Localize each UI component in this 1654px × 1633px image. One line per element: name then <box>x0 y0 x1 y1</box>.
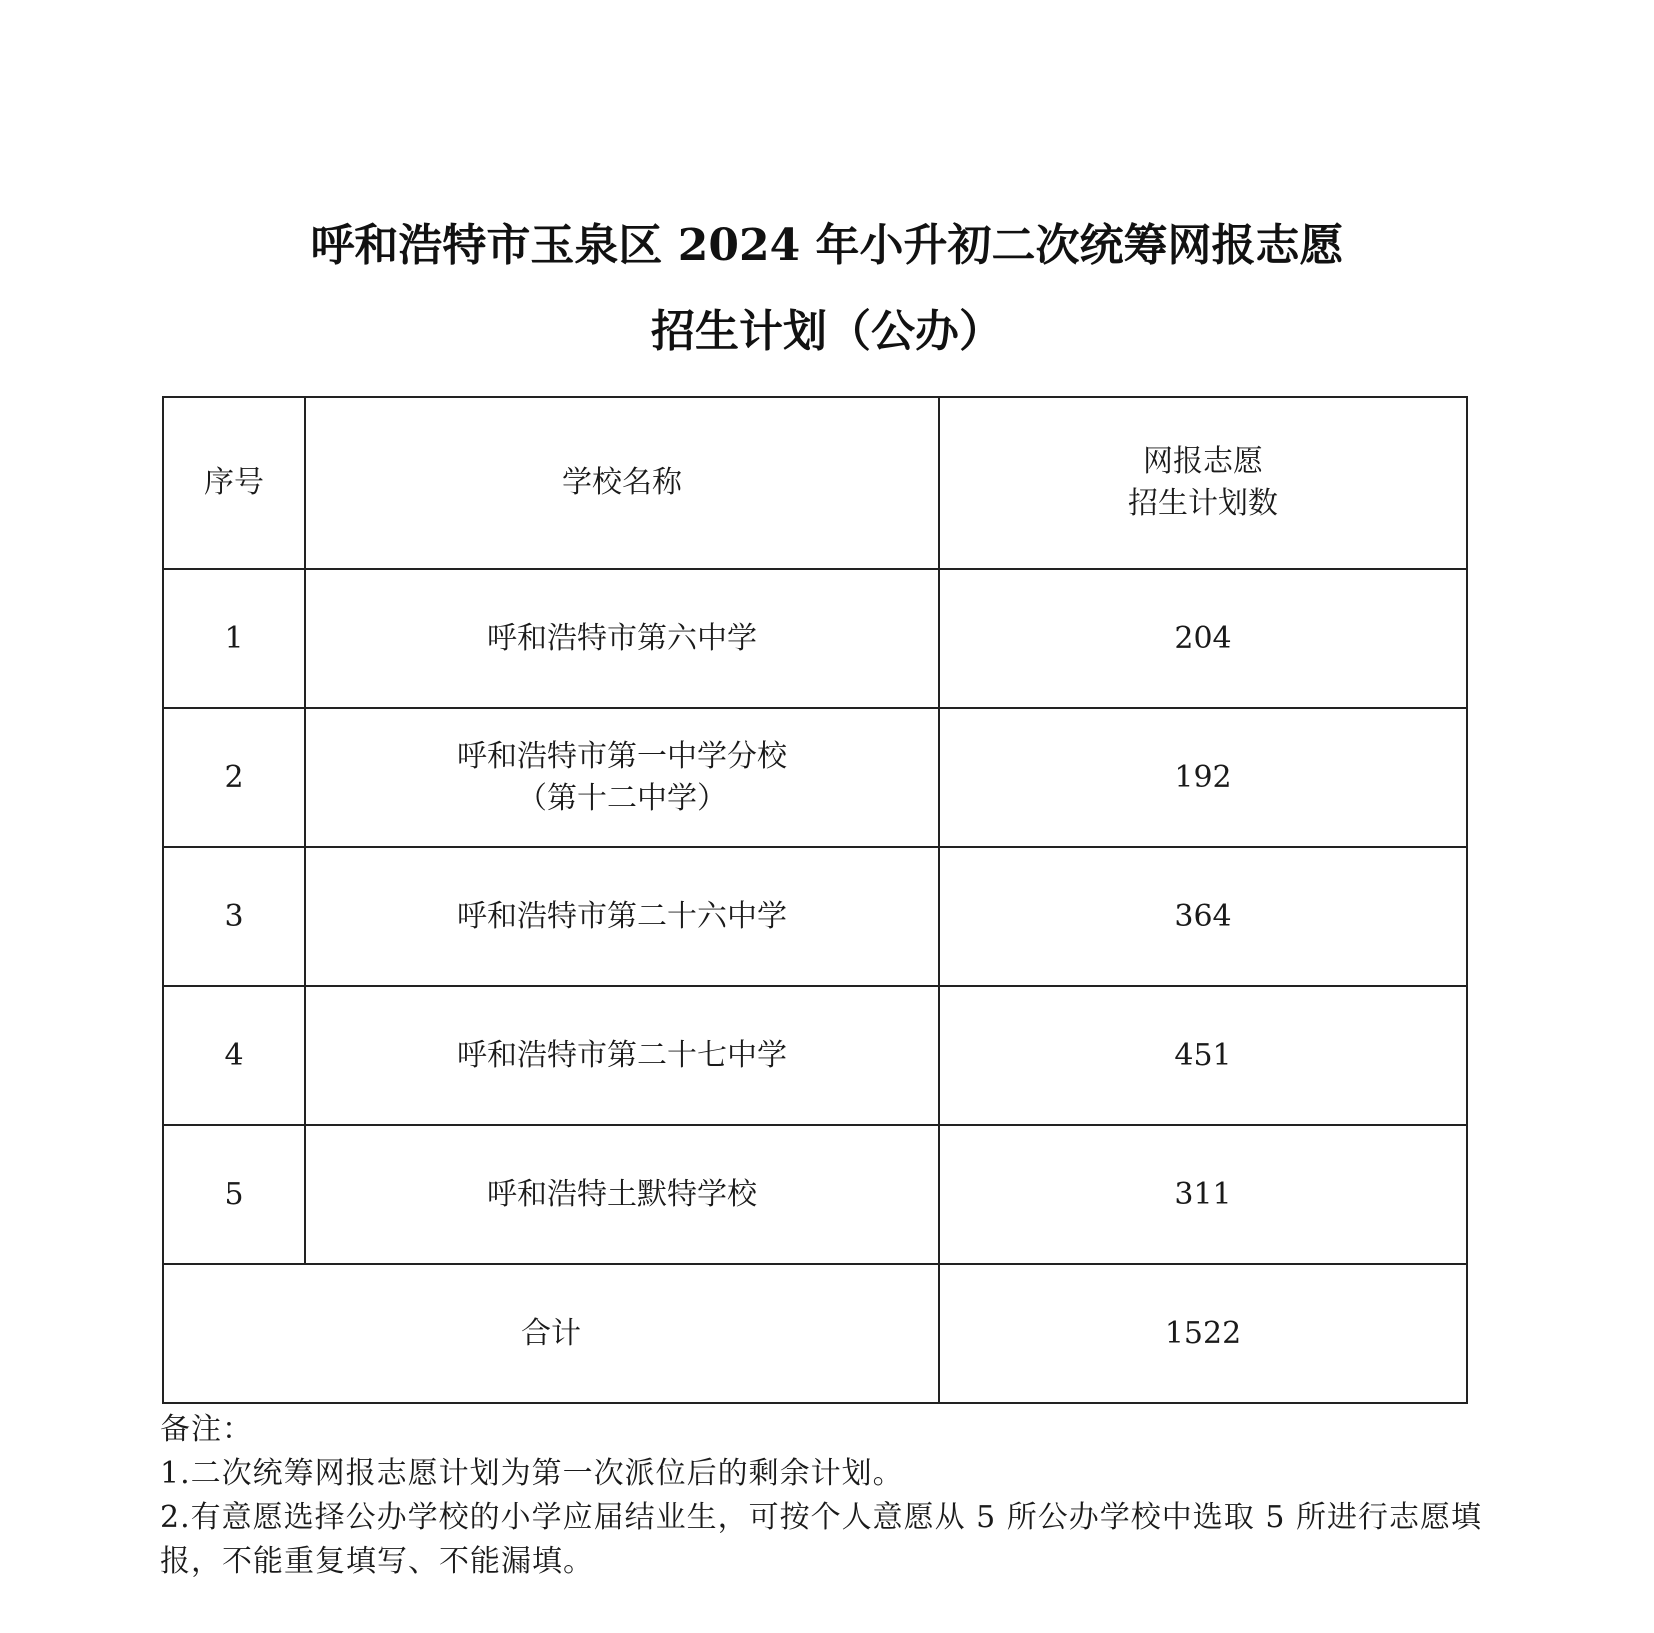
table-row <box>163 569 1467 708</box>
table-header-row <box>163 397 1467 569</box>
cell-school-name: 呼和浩特市第六中学 <box>305 569 939 708</box>
cell-serial-number: 2 <box>163 708 305 847</box>
table-row <box>163 708 1467 847</box>
total-value: 1522 <box>939 1264 1467 1403</box>
cell-serial-number: 4 <box>163 986 305 1125</box>
cell-plan-count: 192 <box>939 708 1467 847</box>
cell-school-name: 呼和浩特土默特学校 <box>305 1125 939 1264</box>
notes-heading: 备注： <box>160 1412 253 1447</box>
note-item: 1.二次统筹网报志愿计划为第一次派位后的剩余计划。 <box>160 1456 904 1491</box>
header-plan-count <box>939 397 1467 569</box>
cell-serial-number: 5 <box>163 1125 305 1264</box>
total-label: 合计 <box>163 1264 939 1403</box>
cell-plan-count: 204 <box>939 569 1467 708</box>
cell-school-name: 呼和浩特市第二十七中学 <box>305 986 939 1125</box>
cell-school-name: 呼和浩特市第二十六中学 <box>305 847 939 986</box>
cell-school-name-line1: 呼和浩特市第一中学分校 <box>457 738 787 774</box>
table-total-row <box>163 1264 1467 1403</box>
header-serial-number: 序号 <box>163 397 305 569</box>
table-row <box>163 1125 1467 1264</box>
cell-school-name-line2: （第十二中学） <box>517 780 727 816</box>
note-item: 2.有意愿选择公办学校的小学应届结业生，可按个人意愿从 5 所公办学校中选取 5 所进行志愿填报，不能重复填写、不能漏填。 <box>160 1500 1482 1579</box>
table-row <box>163 986 1467 1125</box>
cell-plan-count: 451 <box>939 986 1467 1125</box>
cell-plan-count: 364 <box>939 847 1467 986</box>
header-plan-count-line2: 招生计划数 <box>1128 486 1278 521</box>
notes-section <box>160 1408 1520 1584</box>
cell-serial-number: 3 <box>163 847 305 986</box>
table-row <box>163 847 1467 986</box>
header-school-name: 学校名称 <box>305 397 939 569</box>
document-subtitle: 招生计划（公办） <box>651 306 1003 357</box>
cell-plan-count: 311 <box>939 1125 1467 1264</box>
cell-school-name <box>305 708 939 847</box>
header-plan-count-line1: 网报志愿 <box>1143 444 1263 479</box>
document-title: 呼和浩特市玉泉区 2024 年小升初二次统筹网报志愿 <box>310 220 1344 271</box>
enrollment-plan-table <box>162 396 1468 1404</box>
cell-serial-number: 1 <box>163 569 305 708</box>
